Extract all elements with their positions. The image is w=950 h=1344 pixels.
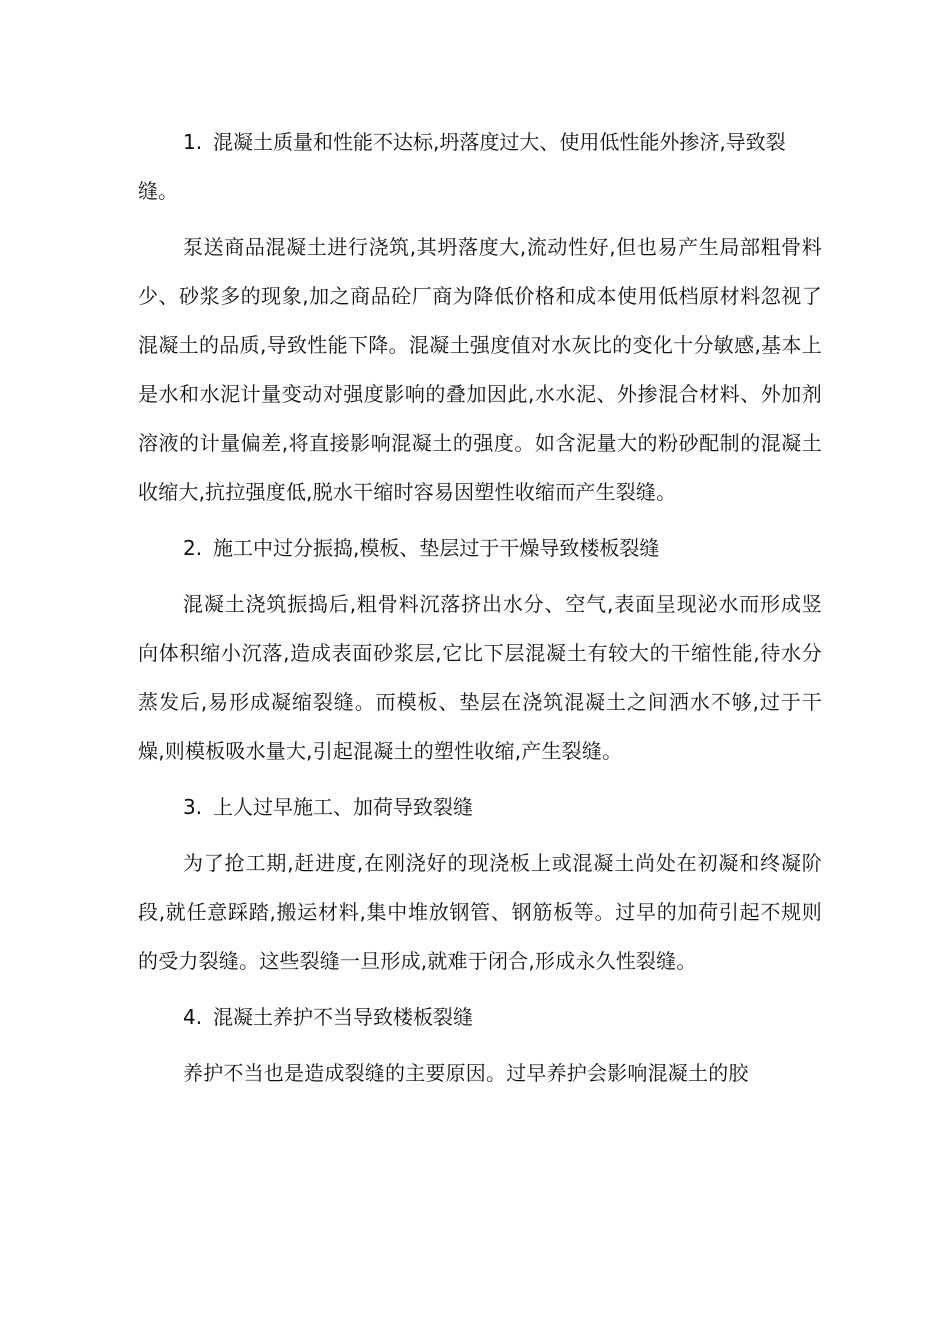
section-heading-2 <box>138 524 822 573</box>
section-heading-text: 混凝土养护不当导致楼板裂缝 <box>213 1005 473 1029</box>
paragraph-3: 为了抢工期,赶进度,在刚浇好的现浇板上或混凝土尚处在初凝和终凝阶段,就任意踩踏,搬运材料,集中堆放钢管、钢筋板等。过早的加荷引起不规则的受力裂缝。这些裂缝一旦形成,就难于闭合,形成永久性裂缝。 <box>138 851 822 973</box>
document-body <box>138 118 822 1105</box>
section-heading-text: 施工中过分振捣,模板、垫层过于干燥导致楼板裂缝 <box>213 536 660 560</box>
section-number: 2. <box>183 536 203 560</box>
section-heading-text: 混凝土质量和性能不达标,坍落度过大、使用低性能外掺济,导致裂缝。 <box>138 130 786 203</box>
section-heading-1 <box>138 118 822 216</box>
section-number: 4. <box>183 1005 203 1029</box>
section-number: 3. <box>183 795 203 819</box>
paragraph-1: 泵送商品混凝土进行浇筑,其坍落度大,流动性好,但也易产生局部粗骨料少、砂浆多的现象,加之商品砼厂商为降低价格和成本使用低档原材料忽视了混凝土的品质,导致性能下降。混凝土强度值对水灰比的变化十分敏感,基本上是水和水泥计量变动对强度影响的叠加因此,水水泥、外掺混合材料、外加剂溶液的计量偏差,将直接影响混凝土的强度。如含泥量大的粉砂配制的混凝土收缩大,抗拉强度低,脱水干缩时容易因塑性收缩而产生裂缝。 <box>138 235 822 504</box>
section-heading-3 <box>138 783 822 832</box>
section-heading-text: 上人过早施工、加荷导致裂缝 <box>213 795 473 819</box>
section-heading-4 <box>138 993 822 1042</box>
paragraph-2: 混凝土浇筑振捣后,粗骨料沉落挤出水分、空气,表面呈现泌水而形成竖向体积缩小沉落,造成表面砂浆层,它比下层混凝土有较大的干缩性能,待水分蒸发后,易形成凝缩裂缝。而模板、垫层在浇筑混凝土之间洒水不够,过于干燥,则模板吸水量大,引起混凝土的塑性收缩,产生裂缝。 <box>138 592 822 763</box>
paragraph-4: 养护不当也是造成裂缝的主要原因。过早养护会影响混凝土的胶 <box>183 1061 749 1085</box>
section-number: 1. <box>183 130 203 154</box>
